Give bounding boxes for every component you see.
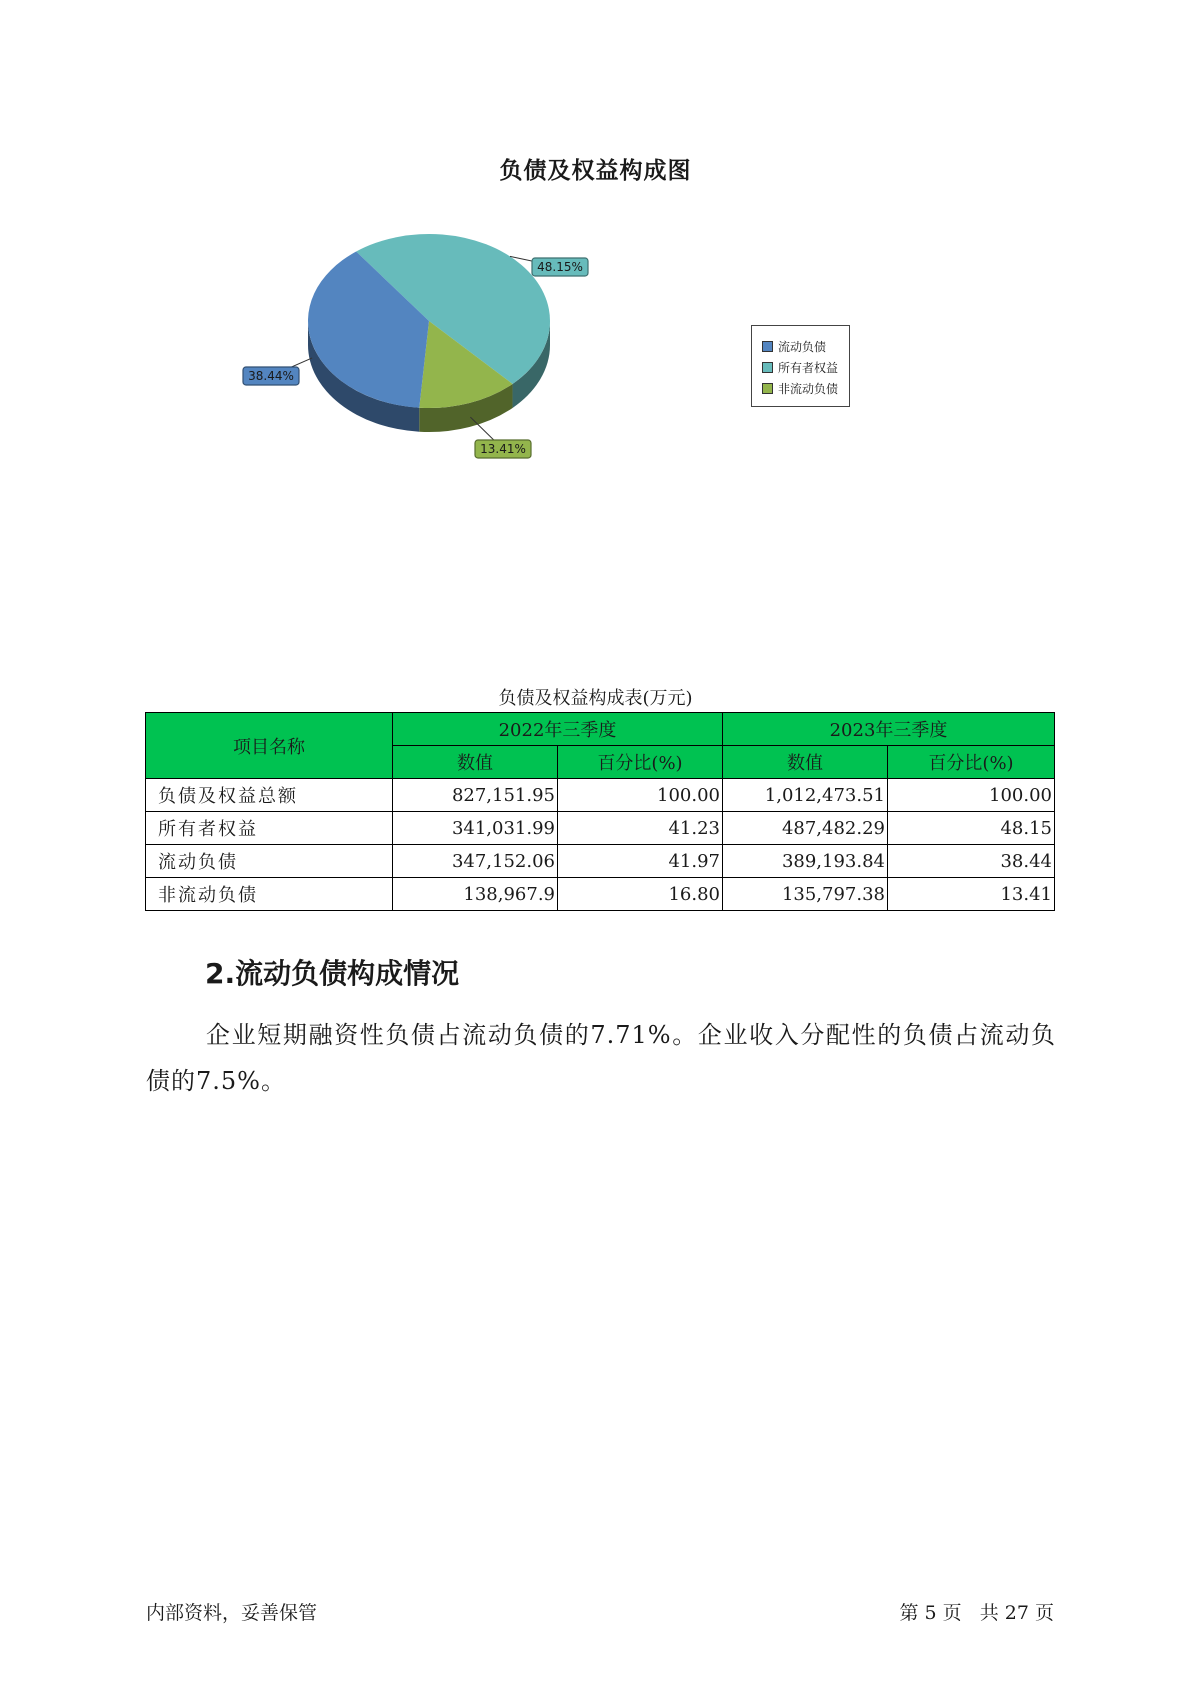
- row-name: 所有者权益: [146, 812, 393, 845]
- table-header-row: [146, 713, 1055, 746]
- legend-item: [762, 357, 849, 378]
- header-percent: 百分比(%): [888, 746, 1055, 779]
- header-percent: 百分比(%): [558, 746, 723, 779]
- table-row: [146, 779, 1055, 812]
- data-label: 38.44%: [248, 369, 294, 383]
- cell-value: 138,967.9: [393, 878, 558, 911]
- legend-label: 所有者权益: [778, 361, 839, 375]
- header-value: 数值: [723, 746, 888, 779]
- cell-value: 341,031.99: [393, 812, 558, 845]
- cell-percent: 100.00: [888, 779, 1055, 812]
- cell-percent: 38.44: [888, 845, 1055, 878]
- body-paragraph: 企业短期融资性负债占流动负债的7.71%。企业收入分配性的负债占流动负债的7.5%。: [146, 1021, 1056, 1095]
- legend-label: 非流动负债: [778, 382, 839, 396]
- cell-value: 347,152.06: [393, 845, 558, 878]
- legend-label: 流动负债: [778, 340, 827, 354]
- cell-percent: 48.15: [888, 812, 1055, 845]
- table-caption: 负债及权益构成表(万元): [498, 688, 693, 709]
- legend-item: [762, 336, 849, 357]
- chart-title: 负债及权益构成图: [499, 158, 692, 184]
- footer-confidential: 内部资料，妥善保管: [146, 1602, 318, 1624]
- cell-value: 827,151.95: [393, 779, 558, 812]
- data-label: 48.15%: [537, 260, 583, 274]
- cell-value: 1,012,473.51: [723, 779, 888, 812]
- row-name: 非流动负债: [146, 878, 393, 911]
- pie-chart: [0, 0, 1191, 480]
- cell-percent: 41.97: [558, 845, 723, 878]
- section-heading: 2.流动负债构成情况: [205, 957, 460, 990]
- header-value: 数值: [393, 746, 558, 779]
- cell-value: 389,193.84: [723, 845, 888, 878]
- table-row: [146, 845, 1055, 878]
- legend-swatch: [762, 341, 773, 352]
- row-name: 负债及权益总额: [146, 779, 393, 812]
- data-label: 13.41%: [480, 442, 526, 456]
- cell-value: 487,482.29: [723, 812, 888, 845]
- legend-item: [762, 378, 849, 399]
- legend-swatch: [762, 383, 773, 394]
- cell-percent: 100.00: [558, 779, 723, 812]
- row-name: 流动负债: [146, 845, 393, 878]
- table-row: [146, 812, 1055, 845]
- liability-equity-table: [145, 712, 1055, 911]
- header-item-name: 项目名称: [146, 713, 393, 779]
- footer-page-number: 第 5 页 共 27 页: [899, 1602, 1054, 1624]
- legend-swatch: [762, 362, 773, 373]
- chart-legend: [751, 325, 850, 407]
- header-period-2022: 2022年三季度: [393, 713, 723, 746]
- table-row: [146, 878, 1055, 911]
- cell-percent: 13.41: [888, 878, 1055, 911]
- cell-percent: 16.80: [558, 878, 723, 911]
- cell-value: 135,797.38: [723, 878, 888, 911]
- cell-percent: 41.23: [558, 812, 723, 845]
- header-period-2023: 2023年三季度: [723, 713, 1055, 746]
